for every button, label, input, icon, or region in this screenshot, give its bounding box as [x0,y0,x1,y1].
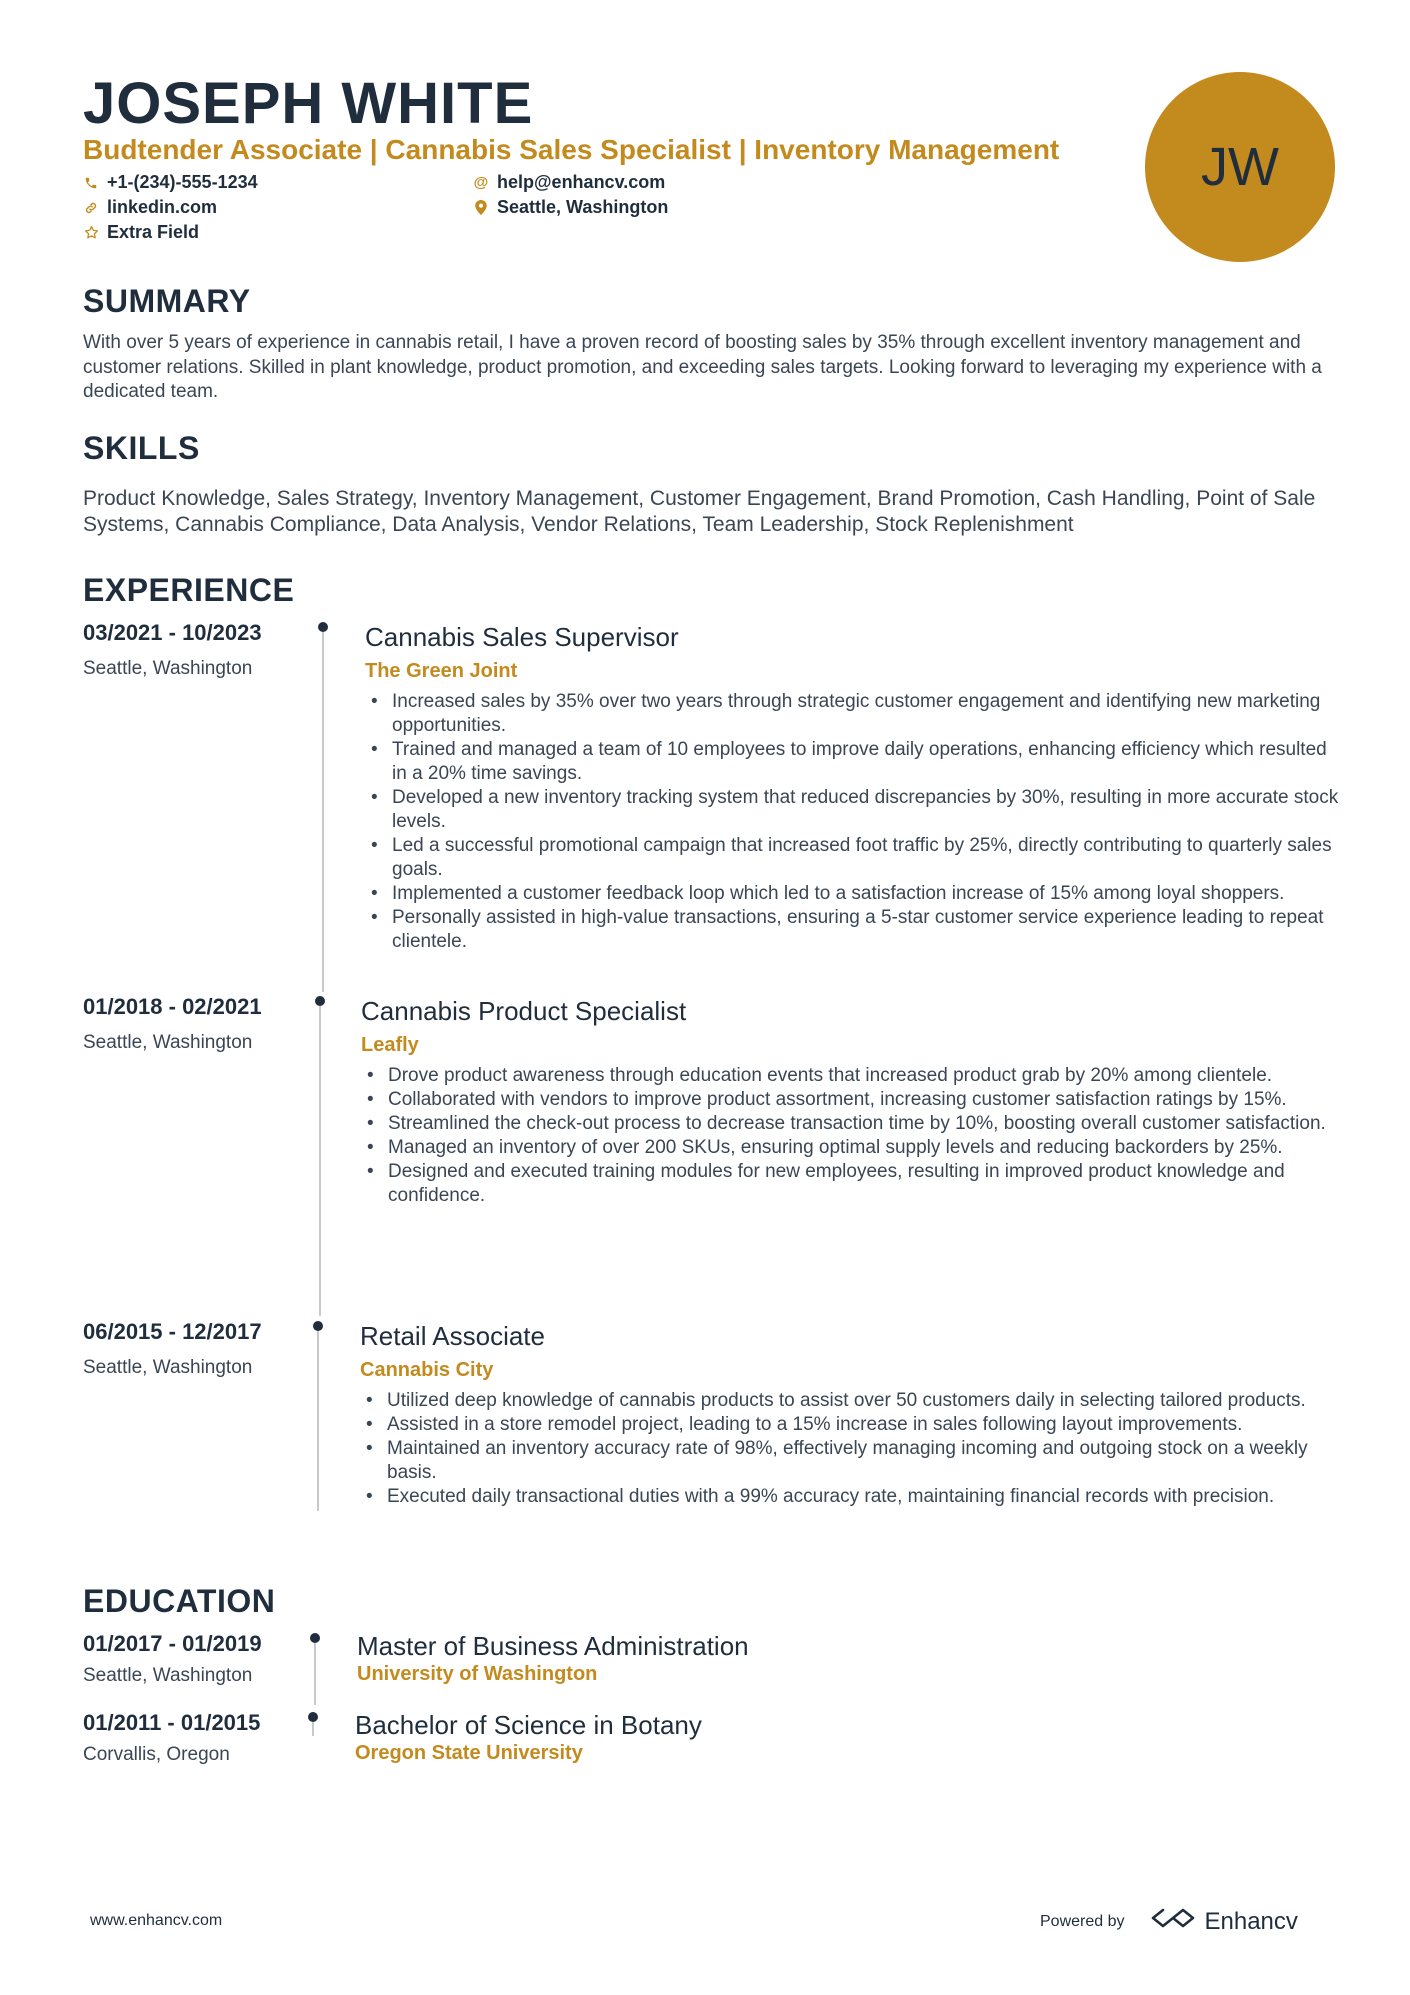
contact-extra-text: Extra Field [107,222,200,242]
list-item: • Streamlined the check-out process to decrease transaction time by 10%, boosting overall customer satisfaction. [361,1112,1341,1136]
contact-email-text: help@enhancv.com [497,172,666,192]
contact-phone-text: +1-(234)-555-1234 [107,172,258,192]
powered-by-label: Powered by [1040,1912,1125,1930]
edu-school: Oregon State University [355,1742,583,1764]
footer-branding[interactable] [1040,1905,1298,1938]
job-company: The Green Joint [365,660,518,682]
contact-extra [83,222,199,243]
timeline-line [317,1331,319,1511]
contact-linkedin[interactable] [83,197,217,218]
edu-degree: Bachelor of Science in Botany [355,1710,702,1740]
list-item: • Managed an inventory of over 200 SKUs, ensuring optimal supply levels and reducing backorders by 25%. [361,1136,1341,1160]
contact-location-text: Seattle, Washington [497,197,669,217]
location-pin-icon [473,200,489,216]
experience-heading: EXPERIENCE [83,572,295,608]
edu-location: Corvallis, Oregon [83,1744,230,1765]
edu-dates: 01/2011 - 01/2015 [83,1710,261,1735]
candidate-name: JOSEPH WHITE [83,71,534,136]
summary-text: With over 5 years of experience in cannabis retail, I have a proven record of boosting sales by 35% through excellent inventory management and customer relations. Skilled in plant knowledge, product promotion, and exceeding sales targets. Looking forward to leveraging my experience with a dedicated team. [83,332,1322,402]
job-title: Cannabis Sales Supervisor [365,622,679,652]
contact-email[interactable] [473,172,665,193]
edu-dates: 01/2017 - 01/2019 [83,1631,262,1656]
list-item: • Personally assisted in high-value transactions, ensuring a 5-star customer service experience leading to repeat clientele. [365,906,1340,954]
timeline-dot [318,622,328,632]
job-location: Seattle, Washington [83,1357,253,1378]
list-item: • Trained and managed a team of 10 employees to improve daily operations, enhancing efficiency which resulted in a 20% time savings. [365,738,1340,786]
job-dates: 01/2018 - 02/2021 [83,994,262,1019]
timeline-line [322,632,324,992]
job-dates: 06/2015 - 12/2017 [83,1319,262,1344]
job-location: Seattle, Washington [83,658,253,679]
skills-heading: SKILLS [83,430,200,466]
phone-icon [83,175,99,191]
edu-school: University of Washington [357,1663,598,1685]
timeline-line [312,1722,314,1736]
link-icon [83,200,99,216]
list-item: • Collaborated with vendors to improve product assortment, increasing customer satisfaction ratings by 15%. [361,1088,1341,1112]
job-company: Cannabis City [360,1359,494,1381]
star-icon [83,225,99,241]
enhancv-brand[interactable] [1149,1905,1298,1938]
timeline-dot [310,1633,320,1643]
timeline-dot [315,996,325,1006]
edu-degree: Master of Business Administration [357,1631,749,1661]
list-item: • Utilized deep knowledge of cannabis products to assist over 50 customers daily in selecting tailored products. [360,1389,1345,1413]
list-item: • Designed and executed training modules for new employees, resulting in improved product knowledge and confidence. [361,1160,1341,1208]
contact-linkedin-text: linkedin.com [107,197,218,217]
timeline-line [319,1006,321,1316]
education-heading: EDUCATION [83,1583,276,1619]
list-item: • Maintained an inventory accuracy rate of 98%, effectively managing incoming and outgoing stock on a weekly basis. [360,1437,1345,1485]
list-item: • Implemented a customer feedback loop which led to a satisfaction increase of 15% among loyal shoppers. [365,882,1340,906]
footer-website-link[interactable]: www.enhancv.com [90,1912,223,1929]
job-bullets [361,1064,1341,1208]
avatar-initials: JW [1201,137,1279,197]
job-company: Leafly [361,1034,419,1056]
job-dates: 03/2021 - 10/2023 [83,620,262,645]
contact-location [473,197,668,218]
list-item: • Executed daily transactional duties with a 99% accuracy rate, maintaining financial records with precision. [360,1485,1345,1509]
timeline-line [314,1643,316,1705]
timeline-dot [308,1712,318,1722]
list-item: • Increased sales by 35% over two years through strategic customer engagement and identifying new marketing opportunities. [365,690,1340,738]
list-item: • Led a successful promotional campaign that increased foot traffic by 25%, directly contributing to quarterly sales goals. [365,834,1340,882]
candidate-headline: Budtender Associate | Cannabis Sales Specialist | Inventory Management [83,134,1060,165]
enhancv-logo-icon [1149,1905,1197,1938]
timeline-dot [313,1321,323,1331]
edu-location: Seattle, Washington [83,1665,253,1686]
at-icon: @ [473,174,489,191]
job-location: Seattle, Washington [83,1032,253,1053]
contact-phone[interactable] [83,172,258,193]
summary-heading: SUMMARY [83,283,251,319]
list-item: • Assisted in a store remodel project, leading to a 15% increase in sales following layout improvements. [360,1413,1345,1437]
avatar [1145,72,1335,262]
job-bullets [365,690,1340,954]
enhancv-brand-name: Enhancv [1204,1907,1298,1935]
list-item: • Drove product awareness through education events that increased product grab by 20% among clientele. [361,1064,1341,1088]
list-item: • Developed a new inventory tracking system that reduced discrepancies by 30%, resulting in more accurate stock levels. [365,786,1340,834]
job-bullets [360,1389,1345,1509]
skills-text: Product Knowledge, Sales Strategy, Inventory Management, Customer Engagement, Brand Promotion, Cash Handling, Point of Sale Systems, Cannabis Compliance, Data Analysis, Vendor Relations, Team Leadership, Stock Replenishment [83,487,1316,536]
job-title: Cannabis Product Specialist [361,996,687,1026]
job-title: Retail Associate [360,1321,545,1351]
